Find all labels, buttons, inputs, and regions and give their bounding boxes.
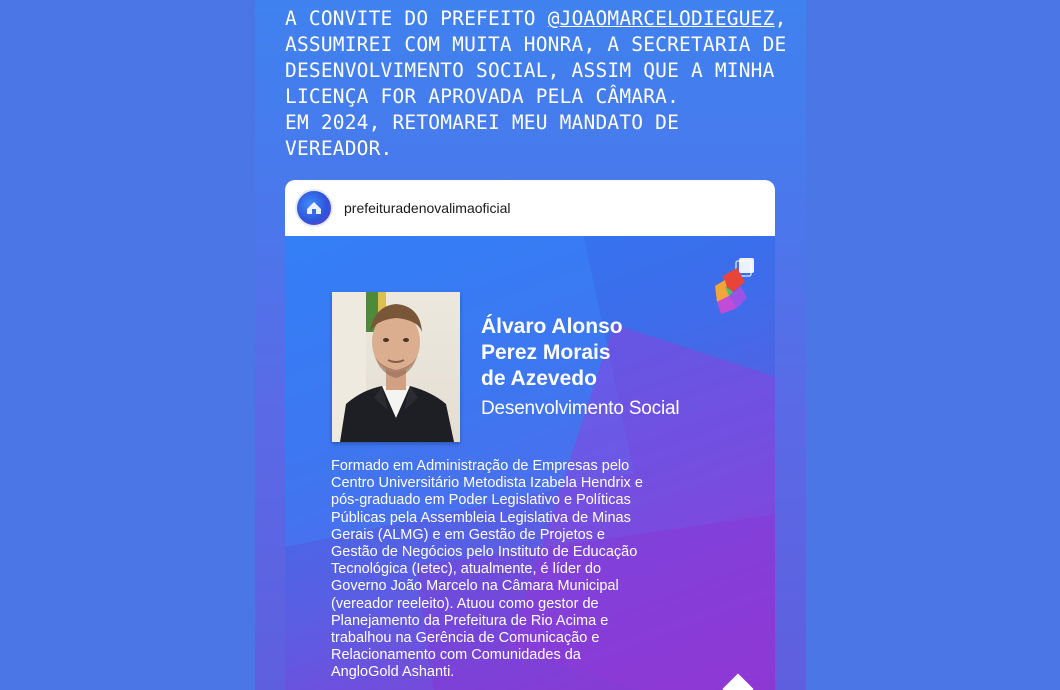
bio-text: Formado em Administração de Empresas pelo Centro Universitário Metodista Izabela Hendrix e pós-graduado em Poder Legislativo e Políticas Públicas pela Assembleia Legislativa de Minas Gerais (ALMG) e em Gestão de Projetos e Gestão de Negócios pelo Instituto de Educação Tecnológica (Ietec), atualmente, é líder do Governo João Marcelo na Câmara Municipal (vereador reeleito). Atuou como gestor de Planejamento da Prefeitura de Rio Acima e trabalhou na Gerência de Comunicação e Relacionamento com Comunidades da AngloGold Ashanti. bbox=[331, 458, 643, 681]
caption-line: A CONVITE DO PREFEITO @JOAOMARCELODIEGUEZ, bbox=[285, 7, 787, 30]
shared-post-card[interactable] bbox=[285, 180, 775, 690]
story-caption bbox=[285, 6, 785, 162]
portrait-photo bbox=[332, 292, 460, 442]
role-title: Desenvolvimento Social bbox=[481, 398, 680, 419]
background-right bbox=[806, 0, 1060, 690]
prefeitura-logo-icon[interactable] bbox=[295, 189, 333, 227]
story-frame bbox=[255, 0, 806, 690]
caption-line: LICENÇA FOR APROVADA PELA CÂMARA. bbox=[285, 85, 680, 108]
caption-line: DESENVOLVIMENTO SOCIAL, ASSIM QUE A MINHA bbox=[285, 59, 775, 82]
mention-link[interactable]: @JOAOMARCELODIEGUEZ bbox=[547, 7, 775, 30]
caption-line: VEREADOR. bbox=[285, 137, 393, 160]
post-username[interactable]: prefeituradenovalimaoficial bbox=[344, 200, 511, 216]
post-header[interactable] bbox=[285, 180, 775, 236]
person-name: Álvaro Alonso Perez Morais de Azevedo bbox=[481, 315, 623, 390]
nova-lima-logo-icon bbox=[703, 256, 763, 316]
post-image[interactable] bbox=[285, 236, 775, 690]
house-icon bbox=[303, 197, 325, 219]
caption-line: EM 2024, RETOMAREI MEU MANDATO DE bbox=[285, 111, 680, 134]
background-left bbox=[0, 0, 255, 690]
caption-line: ASSUMIREI COM MUITA HONRA, A SECRETARIA DE bbox=[285, 33, 787, 56]
